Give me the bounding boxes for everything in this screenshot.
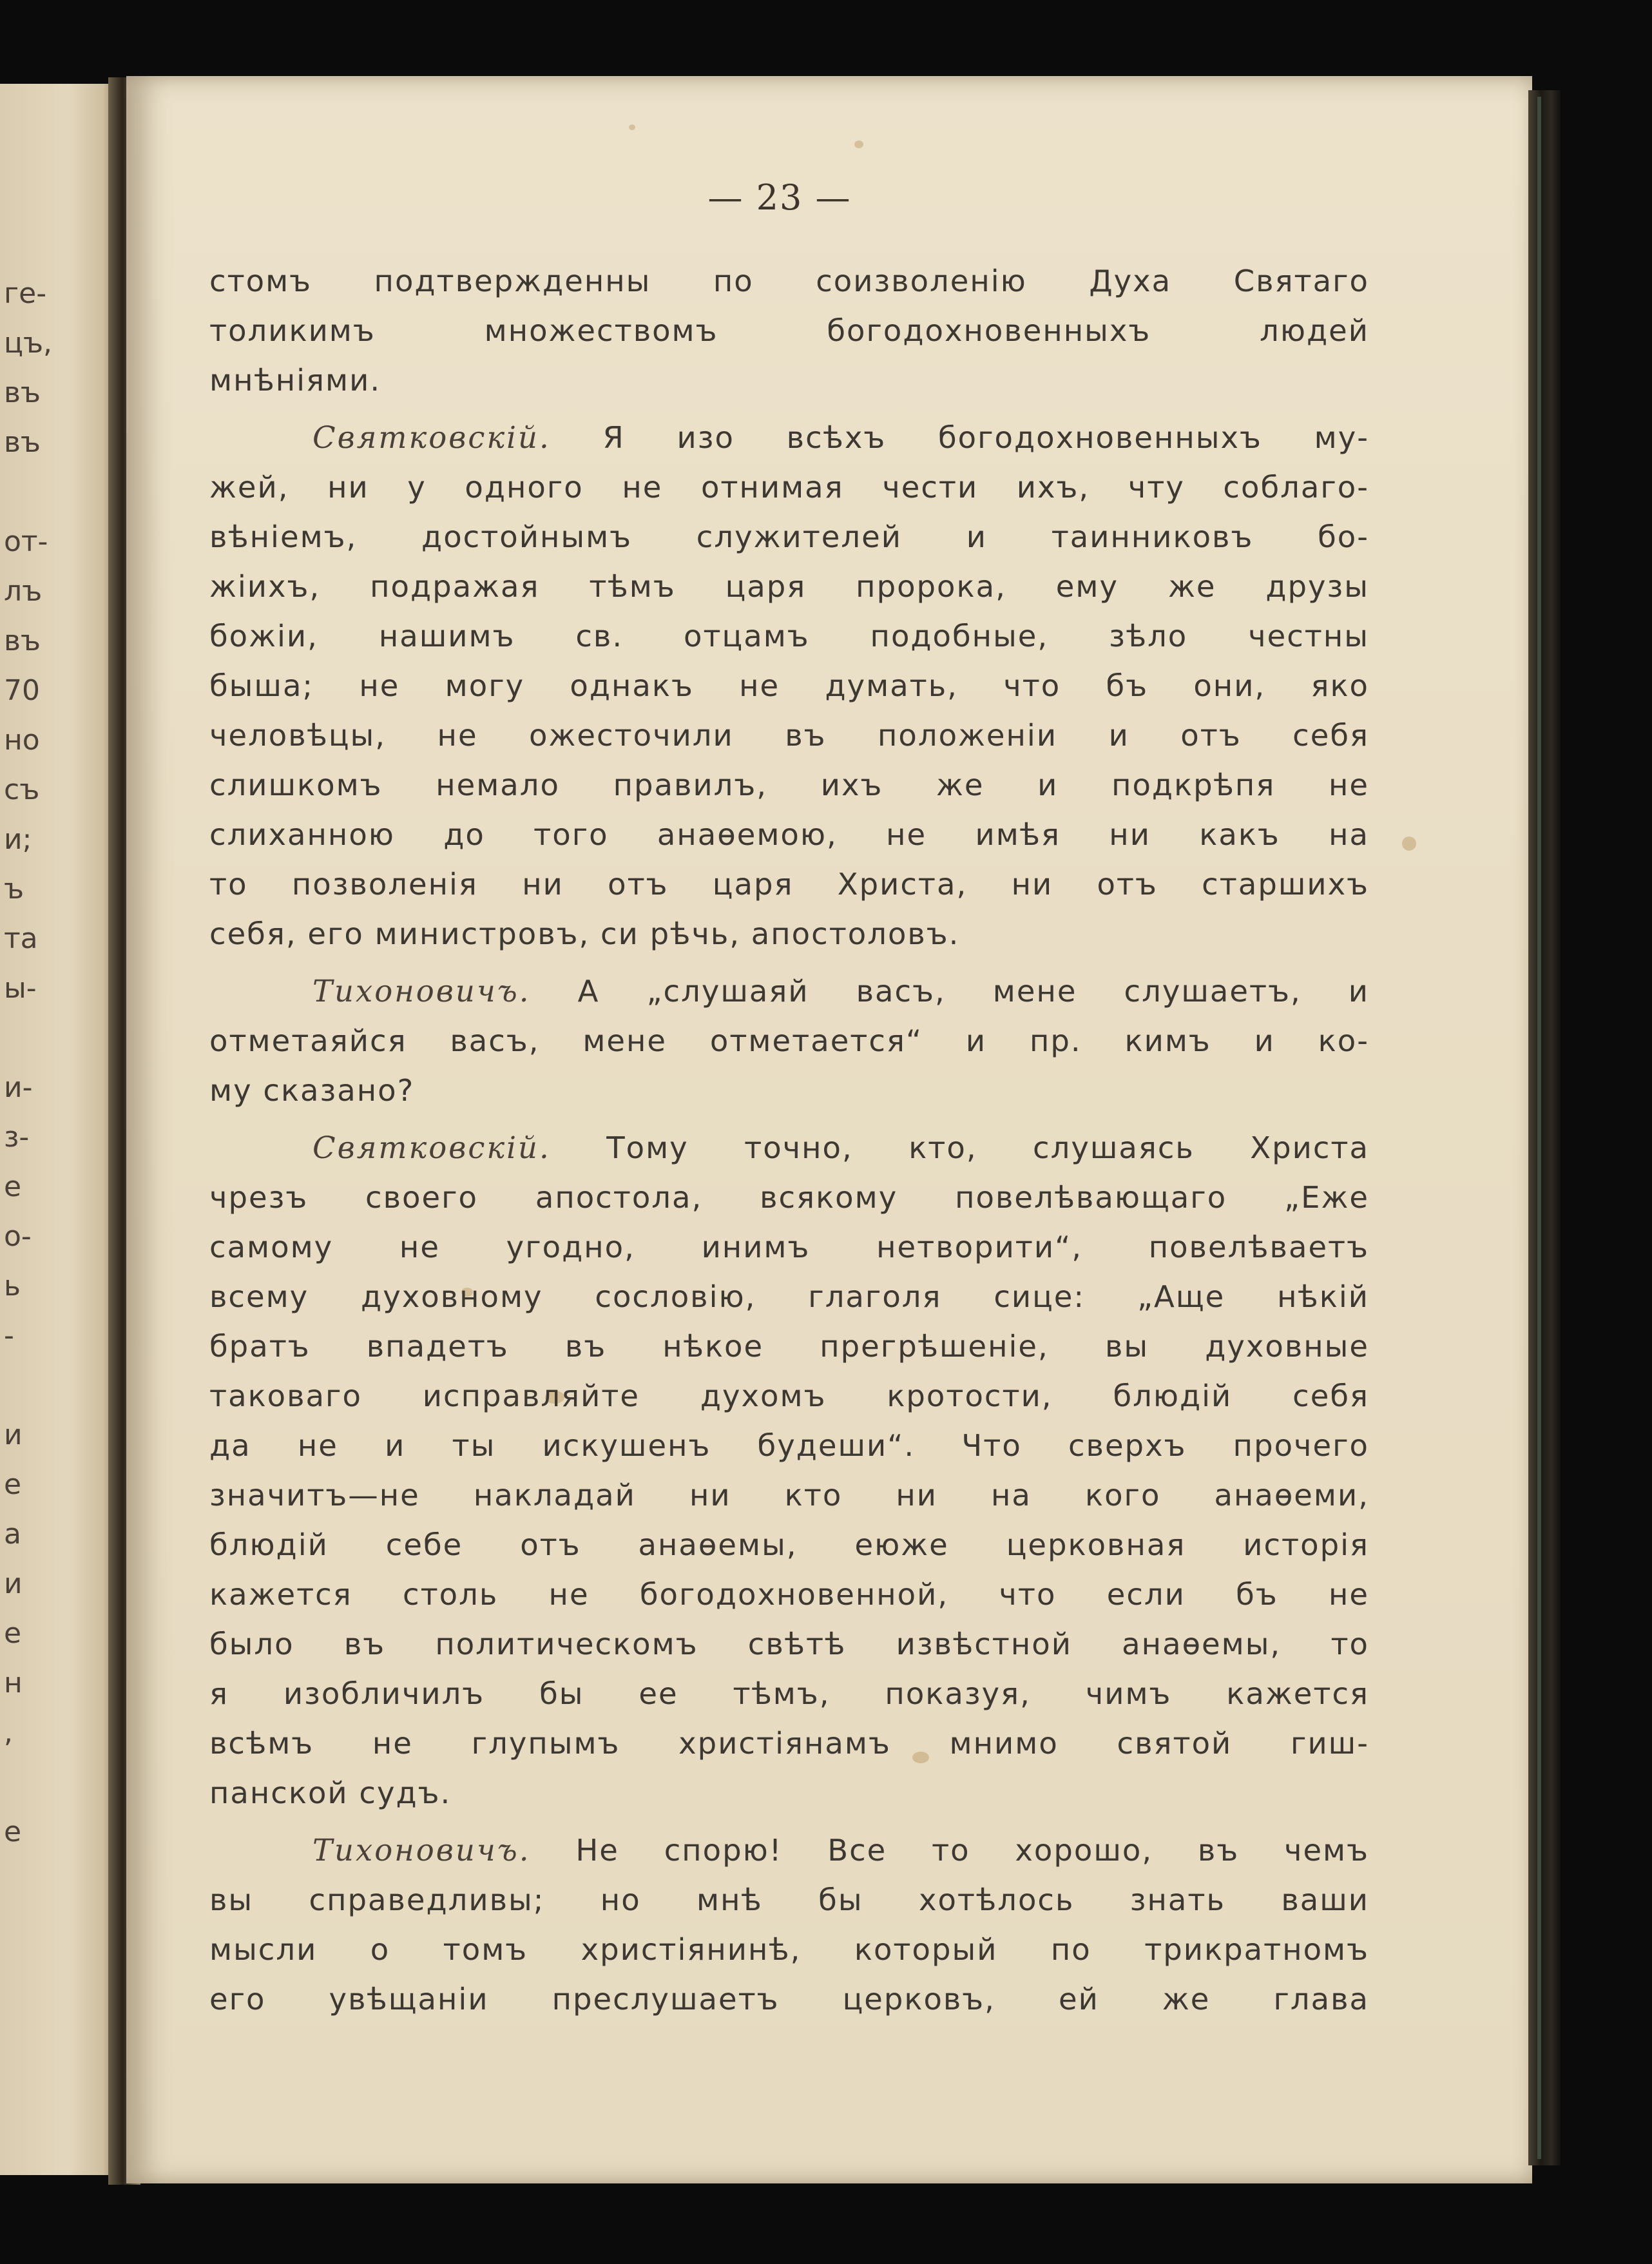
line-text: божіи, нашимъ св. отцамъ подобные, зѣло честны [209, 619, 1369, 653]
left-page-fragment: и [4, 1418, 23, 1451]
text-line [209, 661, 1369, 711]
left-page-fragment: з- [4, 1121, 30, 1154]
left-page-fragment: ге- [4, 277, 47, 310]
paragraph-gap [209, 959, 1369, 967]
line-text: всему духовному сословію, глаголя сице: „Аще нѣкій [209, 1279, 1369, 1314]
text-line [209, 256, 1369, 306]
left-page-fragment: съ [4, 773, 40, 806]
text-line [209, 1669, 1369, 1719]
text-line [209, 1520, 1369, 1570]
left-page-fragment: въ [4, 624, 41, 657]
book-edge [1528, 90, 1561, 2165]
previous-page-strip [0, 84, 115, 2175]
line-text: слишкомъ немало правилъ, ихъ же и подкрѣпя не [209, 768, 1369, 802]
line-text: А „слушаяй васъ, мене слушаетъ, и [577, 974, 1369, 1009]
left-page-fragment: е [4, 1170, 22, 1203]
line-text: его увѣщаніи преслушаетъ церковъ, ей же глава [209, 1982, 1369, 2017]
line-text: жей, ни у одного не отнимая чести ихъ, чту соблаго- [209, 470, 1369, 505]
line-text: то позволенія ни отъ царя Христа, ни отъ старшихъ [209, 867, 1369, 902]
text-line [209, 810, 1369, 860]
paragraph-gap [209, 405, 1369, 413]
line-text: стомъ подтвержденны по соизволенію Духа Святаго [209, 264, 1369, 298]
text-line [209, 1066, 1369, 1116]
line-text: человѣцы, не ожесточили въ положеніи и отъ себя [209, 718, 1369, 753]
left-page-fragment: и- [4, 1071, 33, 1104]
foxing-spot [629, 124, 635, 130]
line-text: таковаго исправляйте духомъ кротости, блюдій себя [209, 1379, 1369, 1413]
left-page-fragment: но [4, 724, 40, 757]
line-text: братъ впадетъ въ нѣкое прегрѣшеніе, вы духовные [209, 1329, 1369, 1364]
left-page-fragment: и; [4, 823, 32, 856]
line-text: да не и ты искушенъ будеши“. Что сверхъ прочего [209, 1428, 1369, 1463]
line-text: Не спорю! Все то хорошо, въ чемъ [575, 1833, 1369, 1868]
line-text: блюдій себе отъ анаѳемы, еюже церковная исторія [209, 1527, 1369, 1562]
line-text: вы справедливы; но мнѣ бы хотѣлось знать ваши [209, 1882, 1369, 1917]
text-line [209, 1421, 1369, 1471]
text-line [209, 1471, 1369, 1520]
text-line [209, 760, 1369, 810]
text-line [209, 562, 1369, 612]
left-page-fragment: лъ [4, 575, 43, 608]
left-page-fragment: а [4, 1518, 21, 1551]
text-line [209, 463, 1369, 512]
text-line [209, 1570, 1369, 1620]
text-line [209, 860, 1369, 909]
left-page-fragment: и [4, 1567, 23, 1600]
left-page-fragment: ы- [4, 972, 37, 1005]
left-page-fragment: ь [4, 1270, 21, 1302]
line-text: слиханною до того анаѳемою, не имѣя ни какъ на [209, 817, 1369, 852]
line-text: толикимъ множествомъ богодохновенныхъ людей [209, 313, 1369, 348]
text-line [209, 711, 1369, 760]
text-line [209, 1272, 1369, 1322]
speaker-name: Святковскій. [312, 1130, 551, 1165]
line-text: всѣмъ не глупымъ христіянамъ мнимо святой гиш- [209, 1726, 1369, 1761]
text-line [209, 1173, 1369, 1223]
line-text: мысли о томъ христіянинѣ, который по трикратномъ [209, 1932, 1369, 1967]
left-page-fragment: ъ [4, 873, 24, 905]
left-page-fragment: , [4, 1716, 13, 1749]
line-text: му сказано? [209, 1073, 415, 1108]
text-line [209, 1719, 1369, 1768]
text-line [209, 1371, 1369, 1421]
line-text: вѣніемъ, достойнымъ служителей и таинниковъ бо- [209, 519, 1369, 554]
speaker-name: Святковскій. [312, 420, 551, 455]
left-page-fragment: та [4, 922, 38, 955]
speaker-name: Тихоновичъ. [312, 974, 531, 1009]
left-page-fragment: цъ, [4, 327, 53, 360]
line-text: отметаяйся васъ, мене отметается“ и пр. кимъ и ко- [209, 1023, 1369, 1058]
line-text: Я изо всѣхъ богодохновенныхъ му- [602, 420, 1369, 455]
line-text: значитъ—не накладай ни кто ни на кого анаѳеми, [209, 1478, 1369, 1513]
text-line [209, 306, 1369, 356]
text-line [209, 1123, 1369, 1173]
text-line [209, 413, 1369, 463]
text-line [209, 909, 1369, 959]
line-text: быша; не могу однакъ не думать, что бъ они, яко [209, 668, 1369, 703]
line-text: я изобличилъ бы ее тѣмъ, показуя, чимъ кажется [209, 1676, 1369, 1711]
book-edge-line [1537, 97, 1541, 2159]
line-text: мнѣніями. [209, 363, 381, 398]
line-text: Тому точно, кто, слушаясь Христа [606, 1130, 1370, 1165]
text-line [209, 1975, 1369, 2024]
line-text: кажется столь не богодохновенной, что если бъ не [209, 1577, 1369, 1612]
left-page-fragment: н [4, 1667, 23, 1699]
left-page-fragment: въ [4, 426, 41, 459]
line-text: панской судъ. [209, 1775, 452, 1810]
line-text: чрезъ своего апостола, всякому повелѣвающаго „Еже [209, 1180, 1369, 1215]
left-page-fragment: от- [4, 525, 48, 558]
text-line [209, 612, 1369, 661]
left-page-fragment: е [4, 1617, 22, 1650]
left-page-fragment: въ [4, 376, 41, 409]
line-text: себя, его министровъ, си рѣчь, апостоловъ. [209, 916, 960, 951]
left-page-fragment: е [4, 1468, 22, 1501]
text-line [209, 512, 1369, 562]
foxing-spot [1402, 837, 1416, 851]
paragraph-gap [209, 1818, 1369, 1826]
speaker-name: Тихоновичъ. [312, 1833, 531, 1868]
text-line [209, 967, 1369, 1016]
left-page-fragment: о- [4, 1220, 32, 1253]
line-text: самому не угодно, инимъ нетворити“, повелѣваетъ [209, 1230, 1369, 1264]
page-number: — 23 — [707, 177, 852, 218]
left-page-fragment: е [4, 1815, 22, 1848]
page-text [209, 256, 1369, 2024]
text-line [209, 1322, 1369, 1371]
text-line [209, 1223, 1369, 1272]
text-line [209, 1925, 1369, 1975]
text-line [209, 356, 1369, 405]
left-page-fragment: - [4, 1319, 14, 1352]
line-text: жіихъ, подражая тѣмъ царя пророка, ему же друзы [209, 569, 1369, 604]
text-line [209, 1826, 1369, 1875]
text-line [209, 1016, 1369, 1066]
text-line [209, 1768, 1369, 1818]
paragraph-gap [209, 1116, 1369, 1123]
text-line [209, 1620, 1369, 1669]
foxing-spot [854, 140, 863, 148]
text-line [209, 1875, 1369, 1925]
left-page-fragment: 70 [4, 674, 40, 707]
line-text: было въ политическомъ свѣтѣ извѣстной анаѳемы, то [209, 1627, 1369, 1661]
